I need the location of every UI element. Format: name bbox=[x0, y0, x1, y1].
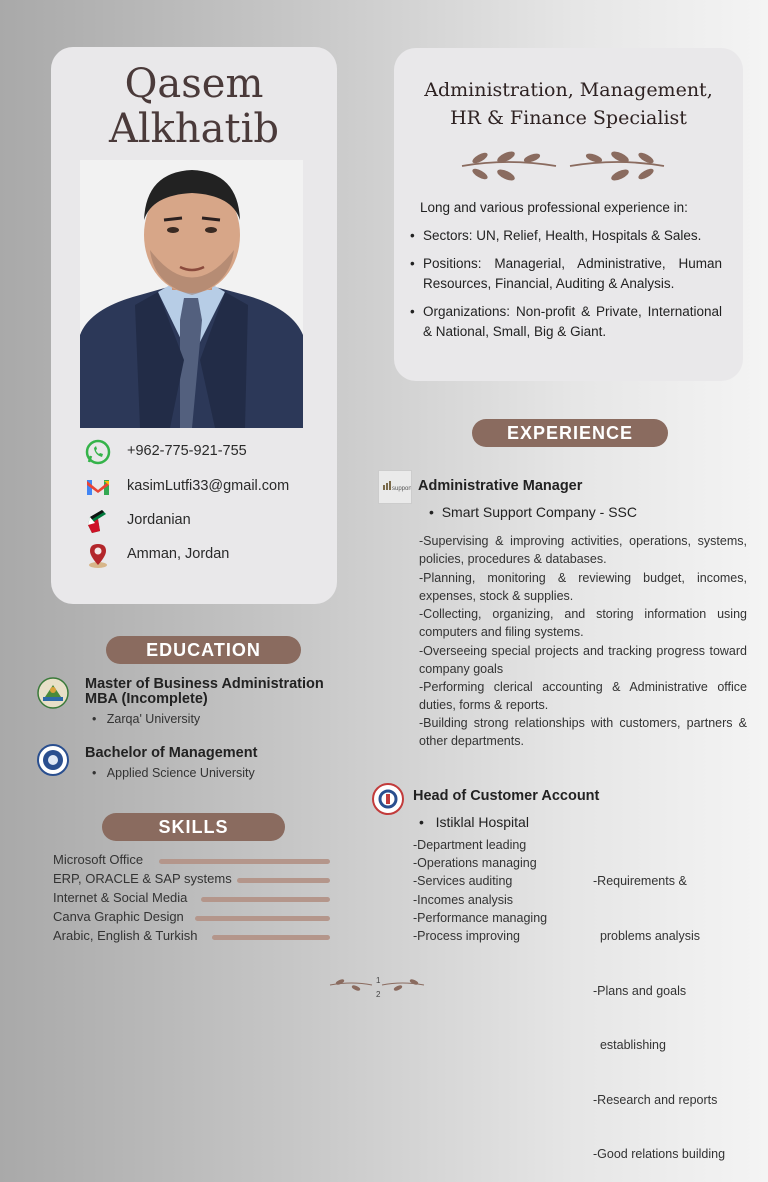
skills-heading: SKILLS bbox=[102, 813, 285, 841]
leaf-ornament-icon bbox=[458, 148, 668, 184]
profile-card bbox=[51, 47, 337, 604]
email-text: kasimLutfi33@gmail.com bbox=[127, 478, 290, 494]
education-school: • Applied Science University bbox=[92, 766, 255, 780]
skill-bar bbox=[201, 897, 330, 902]
nationality-text: Jordanian bbox=[127, 512, 191, 528]
smart-support-logo-text: support bbox=[392, 486, 411, 492]
summary-bullet: • Organizations: Non-profit & Private, International & National, Small, Big & Giant. bbox=[410, 304, 722, 339]
headline-line-2: HR & Finance Specialist bbox=[450, 107, 687, 129]
education-degree-sub: MBA (Incomplete) bbox=[85, 691, 208, 707]
skill-item: ERP, ORACLE & SAP systems bbox=[53, 871, 330, 887]
smart-support-logo-icon bbox=[378, 470, 412, 504]
location-pin-icon bbox=[84, 541, 112, 569]
skill-bar bbox=[195, 916, 330, 921]
job-duty: -Performing clerical accounting & Administrative office duties, forms & reports. bbox=[419, 680, 747, 713]
whatsapp-icon bbox=[84, 438, 112, 466]
job-title: Administrative Manager bbox=[418, 478, 583, 494]
job-skill-column-2: -Requirements & problems analysis -Plans and goals establishing -Research and reports -Good relations building bbox=[593, 874, 726, 1162]
skill-item: Internet & Social Media bbox=[53, 890, 330, 906]
phone-text: +962-775-921-755 bbox=[127, 443, 247, 459]
job-duty: -Collecting, organizing, and storing information using computers and filing systems. bbox=[419, 607, 747, 640]
istiklal-hospital-logo-icon bbox=[372, 783, 404, 815]
skill-item: Canva Graphic Design bbox=[53, 909, 330, 925]
job-title: Head of Customer Account bbox=[413, 788, 600, 804]
first-name: Qasem bbox=[124, 61, 264, 107]
skill-item: Arabic, English & Turkish bbox=[53, 928, 330, 944]
gmail-icon bbox=[84, 473, 112, 501]
location-text: Amman, Jordan bbox=[127, 546, 230, 562]
skill-bar bbox=[212, 935, 330, 940]
education-heading: EDUCATION bbox=[106, 636, 301, 664]
zarqa-university-logo-icon bbox=[37, 677, 69, 709]
job-duty: -Overseeing special projects and tracking progress toward company goals bbox=[419, 644, 747, 677]
asu-logo-icon bbox=[37, 744, 69, 776]
experience-heading: EXPERIENCE bbox=[472, 419, 668, 447]
contact-location bbox=[84, 541, 324, 569]
contact-phone bbox=[84, 438, 324, 466]
job-company: • Smart Support Company - SSC bbox=[429, 504, 637, 520]
job-duty: -Supervising & improving activities, operations, systems, policies, procedures & databases. bbox=[419, 534, 747, 567]
job-duty: -Building strong relationships with customers, partners & other departments. bbox=[419, 716, 747, 749]
page-number-total: 2 bbox=[376, 990, 381, 999]
job-company: • Istiklal Hospital bbox=[419, 814, 529, 830]
summary-bullet: • Sectors: UN, Relief, Health, Hospitals & Sales. bbox=[410, 228, 702, 243]
contact-nationality bbox=[84, 507, 324, 535]
intro-text: Long and various professional experience in: bbox=[420, 200, 688, 215]
summary-card bbox=[394, 48, 743, 381]
education-school: • Zarqa' University bbox=[92, 712, 201, 726]
skill-item: Microsoft Office bbox=[53, 852, 330, 868]
job-skill-column-1: -Department leading -Operations managing -Services auditing -Incomes analysis -Performance managing -Process improving bbox=[413, 838, 548, 944]
profile-photo bbox=[80, 160, 303, 428]
headline-line-1: Administration, Management, bbox=[424, 79, 713, 101]
education-degree: Bachelor of Management bbox=[85, 745, 258, 761]
page-number-current: 1 bbox=[376, 976, 381, 985]
job-duty: -Planning, monitoring & reviewing budget, incomes, expenses, stock & supplies. bbox=[419, 571, 747, 604]
last-name: Alkhatib bbox=[109, 106, 279, 152]
jordan-map-icon bbox=[84, 507, 112, 535]
contact-email bbox=[84, 473, 324, 501]
skill-bar bbox=[237, 878, 330, 883]
skill-bar bbox=[159, 859, 330, 864]
education-degree: Master of Business Administration bbox=[85, 676, 324, 692]
summary-bullet: • Positions: Managerial, Administrative, Human Resources, Financial, Auditing & Analysis. bbox=[410, 256, 722, 291]
